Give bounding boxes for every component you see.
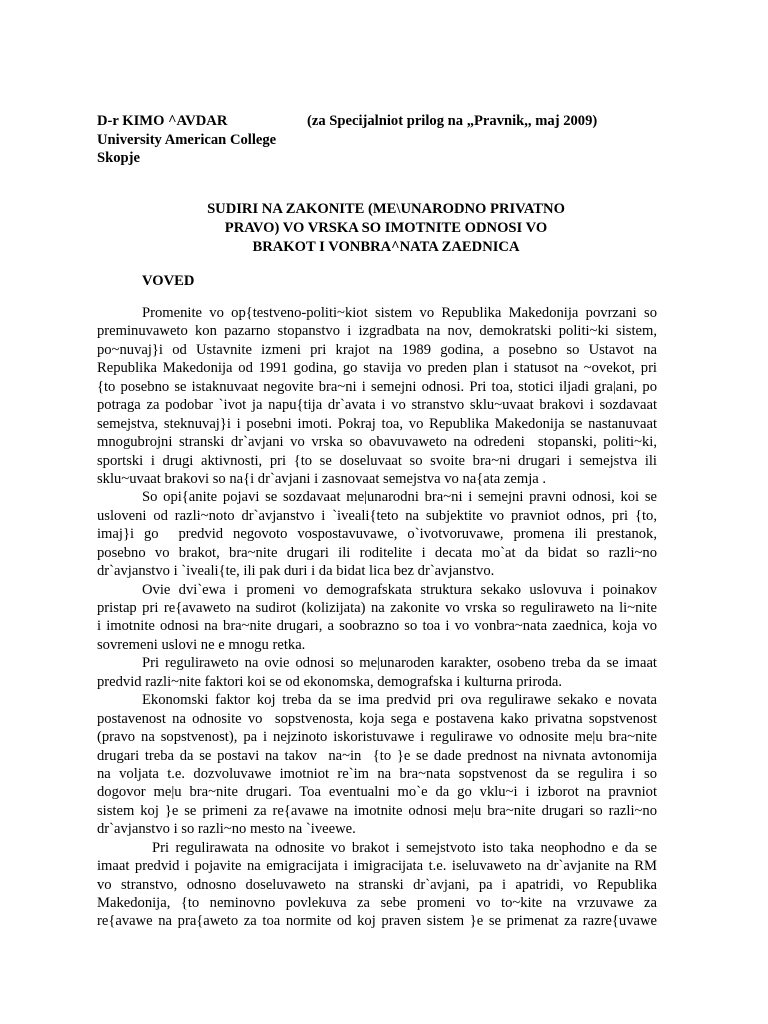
body-line: po~nuvaj}i od Ustavnite izmeni pri krajot na 1989 godina, a posebno so Ustavot na: [97, 341, 657, 358]
body-line: i imotnite odnosi na bra~nite drugari, a soobrazno so toa i vo vonbra~nata zaednica, koja vo: [97, 618, 657, 635]
body-line: semejstva, steknuvaj}i i posebni imoti. Pokraj toa, vo Republika Makedonija se nastanuvaat: [97, 415, 657, 432]
body-line: Promenite vo op{testveno-politi~kiot sistem vo Republika Makedonija povrzani so: [142, 305, 657, 321]
body-line: potraga za podobar `ivot ja napu{tija dr`avata i vo stranstvo sklu~uvaat brakovi i sozdavaat: [97, 397, 657, 414]
author-name: D-r KIMO ^AVDAR: [97, 113, 228, 129]
body-line: sovremeni uslovi ne e mnogu retka.: [97, 636, 306, 653]
body-line: postavenost na odnosite vo sopstvenosta, koja sega e postavena kako privatna sopstvenost: [97, 710, 657, 727]
body-line: Pri reguliraweto na ovie odnosi so me|unaroden karakter, osobeno treba da se imaat: [142, 655, 657, 672]
body-line: sklu~uvaat brakovi so na{i dr`avjani i zasnovaat semejstva vo na{ata zemja .: [97, 470, 547, 487]
section-heading: VOVED: [142, 273, 195, 289]
publication-note: (za Specijalniot prilog na „Pravnik,, maj 2009): [307, 113, 598, 129]
body-line: dr`avjanstvo i so razli~no mesto na `iveewe.: [97, 821, 356, 838]
body-line: drugari treba da se postavi na takov na~in {to }e se dade prednost na nivnata avtonomija: [97, 747, 657, 764]
body-line: usloveni od razli~noto dr`avjanstvo i `iveali{teto na subjektite vo pravniot odnos, pri {to,: [97, 507, 657, 524]
body-line: {to posebno se istaknuvaat negovite bra~ni i semejni odnosi. Pri toa, stotici iljadi gra|ani, po: [97, 378, 657, 395]
author-city: Skopje: [97, 150, 140, 166]
title-line: PRAVO) VO VRSKA SO IMOTNITE ODNOSI VO: [224, 220, 548, 236]
body-line: imaj}i go predvid negovoto vospostavuvawe, o`ivotvoruvawe, promena ili prestanok,: [97, 526, 657, 543]
body-line: So opi{anite pojavi se sozdavaat me|unarodni bra~ni i semejni pravni odnosi, koi se: [142, 489, 657, 506]
body-text: [97, 304, 657, 931]
body-line: predvid razli~nite faktori koi se od ekonomska, demografska i kulturna priroda.: [97, 673, 563, 690]
body-line: Pri regulirawata na odnosite vo brakot i semejstvoto isto taka neophodno e da se: [152, 839, 657, 856]
body-line: imaat predvid i pojavite na emigracijata i imigracijata t.e. iseluvaweto na dr`avjanite na RM: [97, 858, 657, 875]
title-line: BRAKOT I VONBRA^NATA ZAEDNICA: [252, 239, 520, 255]
body-line: Ekonomski faktor koj treba da se ima predvid pri ova regulirawe sekako e novata: [142, 692, 657, 709]
body-line: dr`avjanstvo i `iveali{te, ili pak duri i da bidat lica bez dr`avjanstvo.: [97, 563, 495, 580]
body-line: dogovor me|u bra~nite drugari. Toa eventualni mo`e da go vklu~i i izborot na pravniot: [97, 784, 657, 801]
body-line: na voljata t.e. dozvoluvawe imotniot re`im na bra~nata sopstvenost da se regulira i so: [97, 765, 657, 782]
body-line: pristap pri re{avaweto na sudirot (kolizijata) na zakonite vo vrska so reguliraweto na li~nite: [97, 600, 657, 616]
body-line: sistem koj }e se primeni za re{avawe na imotnite odnosi me|u bra~nite drugari so razli~no: [97, 802, 657, 819]
body-line: preminuvaweto kon pazarno stopanstvo i izgradbata na nov, demokratski politi~ki sistem,: [97, 323, 657, 340]
body-line: (pravo na sopstvenost), pa i nejzinoto iskoristuvawe i regulirawe vo odnosite me|u bra~nite: [97, 729, 657, 746]
author-block: [97, 112, 276, 168]
body-line: Makedonija, {to neminovno povlekuva za sebe promeni vo to~kite na vrzuvawe za: [97, 895, 657, 911]
body-line: posebno vo brakot, bra~nite drugari ili roditelite i decata mo`at da bidat so razli~no: [97, 544, 657, 561]
body-line: Ovie dvi`ewa i promeni vo demografskata struktura sekako uslovuva i poinakov: [142, 581, 657, 598]
body-line: Republika Makedonija od 1991 godina, go stavija vo preden plan i statusot na ~ovekot, pri: [97, 360, 657, 377]
title-line: SUDIRI NA ZAKONITE (ME\UNARODNO PRIVATNO: [207, 201, 565, 217]
document-title: [97, 200, 675, 257]
body-line: mnogubrojni stranski dr`avjani vo vrska so obavuvaweto na odredeni stopanski, politi~ki,: [97, 434, 657, 451]
body-line: vo stranstvo, odnosno doseluvaweto na stranski dr`avjani, pa i apatridi, vo Republika: [97, 876, 657, 893]
body-line: sportski i drugi aktivnosti, pri {to se doseluvaat so svoite bra~ni drugari i semejstva ili: [97, 452, 657, 469]
author-institution: University American College: [97, 131, 277, 148]
body-line: re{avawe na pra{aweto za toa normite od koj praven sistem }e se primenat za razre{uvawe: [97, 913, 657, 930]
